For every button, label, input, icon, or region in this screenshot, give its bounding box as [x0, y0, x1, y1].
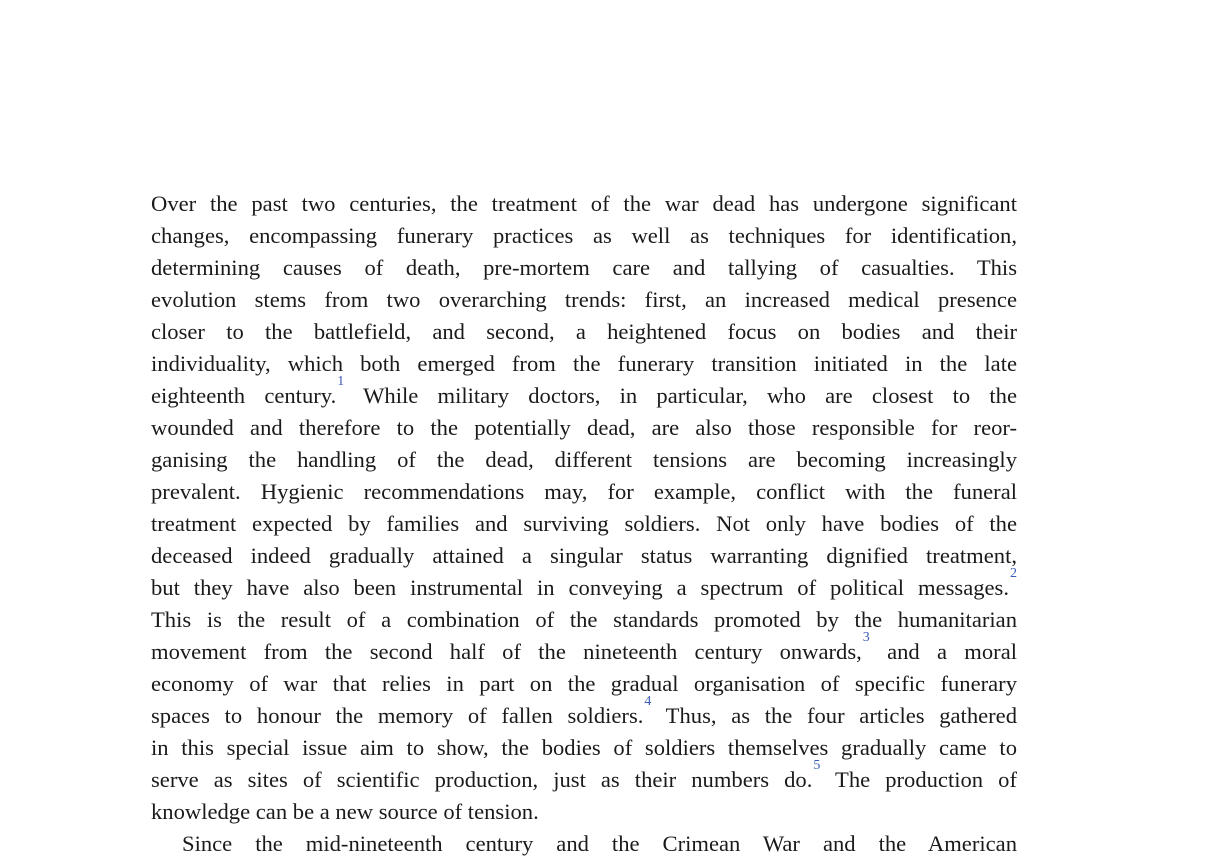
paragraph-1-line-13: [151, 566, 1017, 604]
paragraph-1-line-4: evolution stems from two overarching trends: first, an increased medical presence: [151, 287, 1017, 312]
paragraph-1-line-16: economy of war that relies in part on the gradual organisation of specific funerary: [151, 671, 1017, 696]
footnote-ref-1[interactable]: 1: [337, 374, 345, 390]
paragraph-1-line-19: [151, 758, 1017, 796]
paragraph-1-line-8: wounded and therefore to the potentially dead, are also those responsible for reor-: [151, 415, 1017, 440]
paragraph-1-line-2: changes, encompassing funerary practices as well as techniques for identification,: [151, 223, 1017, 248]
footnote-ref-5[interactable]: 5: [813, 758, 821, 774]
paragraph-1-line-10: prevalent. Hygienic recommendations may, for example, conflict with the funeral: [151, 479, 1017, 504]
body-text: [151, 188, 1017, 860]
line-15-text-b: and a moral: [869, 639, 1017, 664]
footnote-ref-2[interactable]: 2: [1010, 566, 1017, 582]
line-19-text-b: The production of: [820, 767, 1017, 792]
footnote-ref-4[interactable]: 4: [644, 694, 652, 710]
line-7-text-a: eighteenth century.: [151, 383, 337, 408]
paragraph-1-line-11: treatment expected by families and surviving soldiers. Not only have bodies of the: [151, 511, 1017, 536]
paragraph-1-line-7: [151, 374, 1017, 412]
paragraph-1-line-18: in this special issue aim to show, the bodies of soldiers themselves gradually came to: [151, 735, 1017, 760]
line-15-text-a: movement from the second half of the nineteenth century onwards,: [151, 639, 862, 664]
paragraph-1-line-20: knowledge can be a new source of tension.: [151, 799, 539, 824]
footnote-ref-3[interactable]: 3: [862, 630, 870, 646]
paragraph-1-line-1: Over the past two centuries, the treatment of the war dead has undergone significant: [151, 191, 1017, 216]
paragraph-1-line-17: [151, 694, 1017, 732]
paragraph-1-line-3: determining causes of death, pre-mortem care and tallying of casualties. This: [151, 255, 1017, 280]
paragraph-1-line-15: [151, 630, 1017, 668]
paragraph-1-line-9: ganising the handling of the dead, different tensions are becoming increasingly: [151, 447, 1017, 472]
line-13-text: but they have also been instrumental in conveying a spectrum of political messages.: [151, 575, 1009, 600]
line-17-text-b: Thus, as the four articles gathered: [651, 703, 1017, 728]
line-17-text-a: spaces to honour the memory of fallen soldiers.: [151, 703, 644, 728]
line-19-text-a: serve as sites of scientific production, just as their numbers do.: [151, 767, 813, 792]
line-7-text-b: While military doctors, in particular, who are closest to the: [344, 383, 1017, 408]
paragraph-1-line-5: closer to the battlefield, and second, a heightened focus on bodies and their: [151, 319, 1017, 344]
paragraph-1-line-6: individuality, which both emerged from the funerary transition initiated in the late: [151, 351, 1017, 376]
paragraph-1-line-12: deceased indeed gradually attained a singular status warranting dignified treatment,: [151, 543, 1017, 568]
paragraph-2-line-1: Since the mid-nineteenth century and the Crimean War and the American: [182, 831, 1017, 856]
paragraph-1-line-14: This is the result of a combination of the standards promoted by the humanitarian: [151, 607, 1017, 632]
